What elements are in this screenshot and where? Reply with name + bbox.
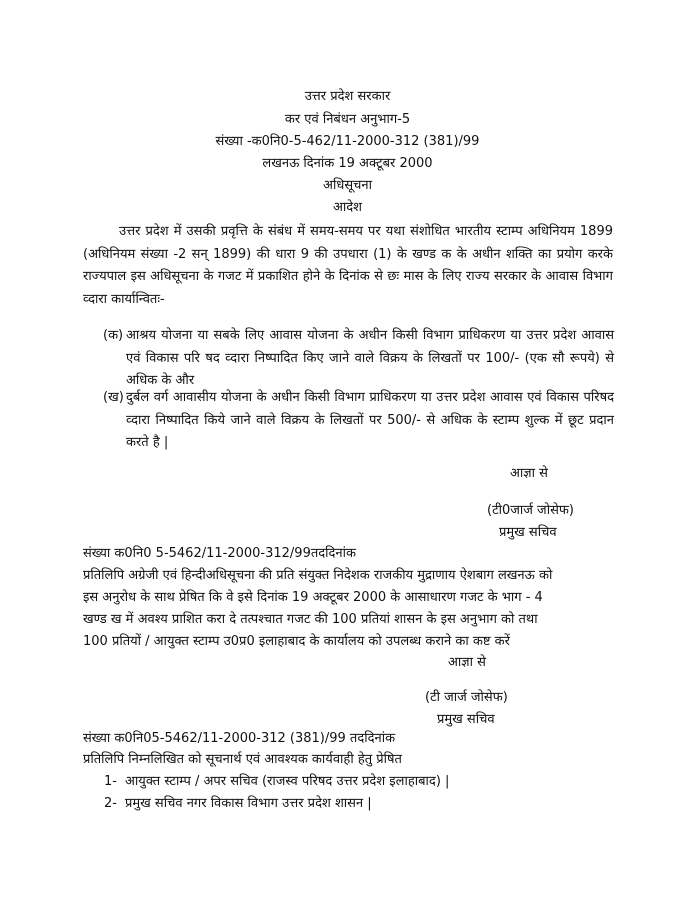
order-heading: आदेश [332,200,363,215]
copy-text-line: इस अनुरोध के साथ प्रेषित कि वे इसे दिनांक 19 अक्टूबर 2000 के आसाधारण गजट के भाग - 4 [83,590,543,605]
list-item: आयुक्त स्टाम्प / अपर सचिव (राजस्व परिषद उत्तर प्रदेश इलाहाबाद) | [125,774,450,789]
signatory-title: प्रमुख सचिव [499,525,557,540]
item-text: आश्रय योजना या सबके लिए आवास योजना के अधीन किसी विभाग प्राधिकरण या उत्तर प्रदेश आवास एवं विकास परि षद व्दारा निष्पादित किए जाने वाले विक्रय के लिखतों पर 100/- (एक सौ रूपये) से अधिक के और [126,328,614,388]
item-text: दुर्बल वर्ग आवासीय योजना के अधीन किसी विभाग प्राधिकरण या उत्तर प्रदेश आवास एवं विकास परिषद व्दारा निष्पादित किये जाने वाले विक्रय के लिखतों पर 500/- से अधिक के स्टाम्प शुल्क में छूट प्रदान करते है | [126,390,614,450]
notification-heading: अधिसूचना [323,178,372,193]
by-order-text: आज्ञा से [510,466,548,481]
reference-number: संख्या -क0नि0-5-462/11-2000-312 (381)/99 [215,134,480,149]
copy-reference-number: संख्या क0नि05-5462/11-2000-312 (381)/99 तददिनांक [83,731,396,746]
list-item-number: 2- [104,796,117,811]
copy-intro: प्रतिलिपि निम्नलिखित को सूचनार्थ एवं आवश्यक कार्यवाही हेतु प्रेषित [83,752,402,767]
copy-text-line: प्रतिलिपि अग्रेजी एवं हिन्दीअधिसूचना की प्रति संयुक्त निदेशक राजकीय मुद्राणाय ऐशबाग लखनऊ को [83,568,553,583]
signatory-name: (टी0जार्ज जोसेफ) [487,503,574,518]
govt-title: उत्तर प्रदेश सरकार [304,89,391,104]
copy-reference-number: संख्या क0नि0 5-5462/11-2000-312/99तददिनांक [83,546,356,561]
place-date: लखनऊ दिनांक 19 अक्टूबर 2000 [262,156,433,171]
copy-text-line: 100 प्रतियों / आयुक्त स्टाम्प उ0प्र0 इलाहाबाद के कार्यालय को उपलब्ध कराने का कष्ट करें [83,634,510,649]
list-item: प्रमुख सचिव नगर विकास विभाग उत्तर प्रदेश शासन | [125,796,372,811]
signatory-name: (टी जार्ज जोसेफ) [425,690,508,705]
intro-paragraph: उत्तर प्रदेश में उसकी प्रवृत्ति के संबंध में समय-समय पर यथा संशोधित भारतीय स्टाम्प अधिनियम 1899 (अधिनियम संख्या -2 सन् 1899) की धारा 9 की उपधारा (1) के खण्ड क के अधीन शक्ति का प्रयोग करके राज्यपाल इस अधिसूचना के गजट में प्रकाशित होने के दिनांक से छः मास के लिए राज्य सरकार के आवास विभाग व्दारा कार्यान्वितः- [83,224,613,307]
by-order-text: आज्ञा से [448,655,486,670]
copy-text-line: खण्ड ख में अवश्य प्राशित करा दे तत्पश्चात गजट की 100 प्रतियां शासन के इस अनुभाग को तथा [83,612,538,627]
list-item-number: 1- [104,774,117,789]
signatory-title: प्रमुख सचिव [437,712,495,727]
item-marker: (ख) [103,390,124,405]
department-title: कर एवं निबंधन अनुभाग-5 [284,112,411,127]
item-marker: (क) [103,328,124,343]
